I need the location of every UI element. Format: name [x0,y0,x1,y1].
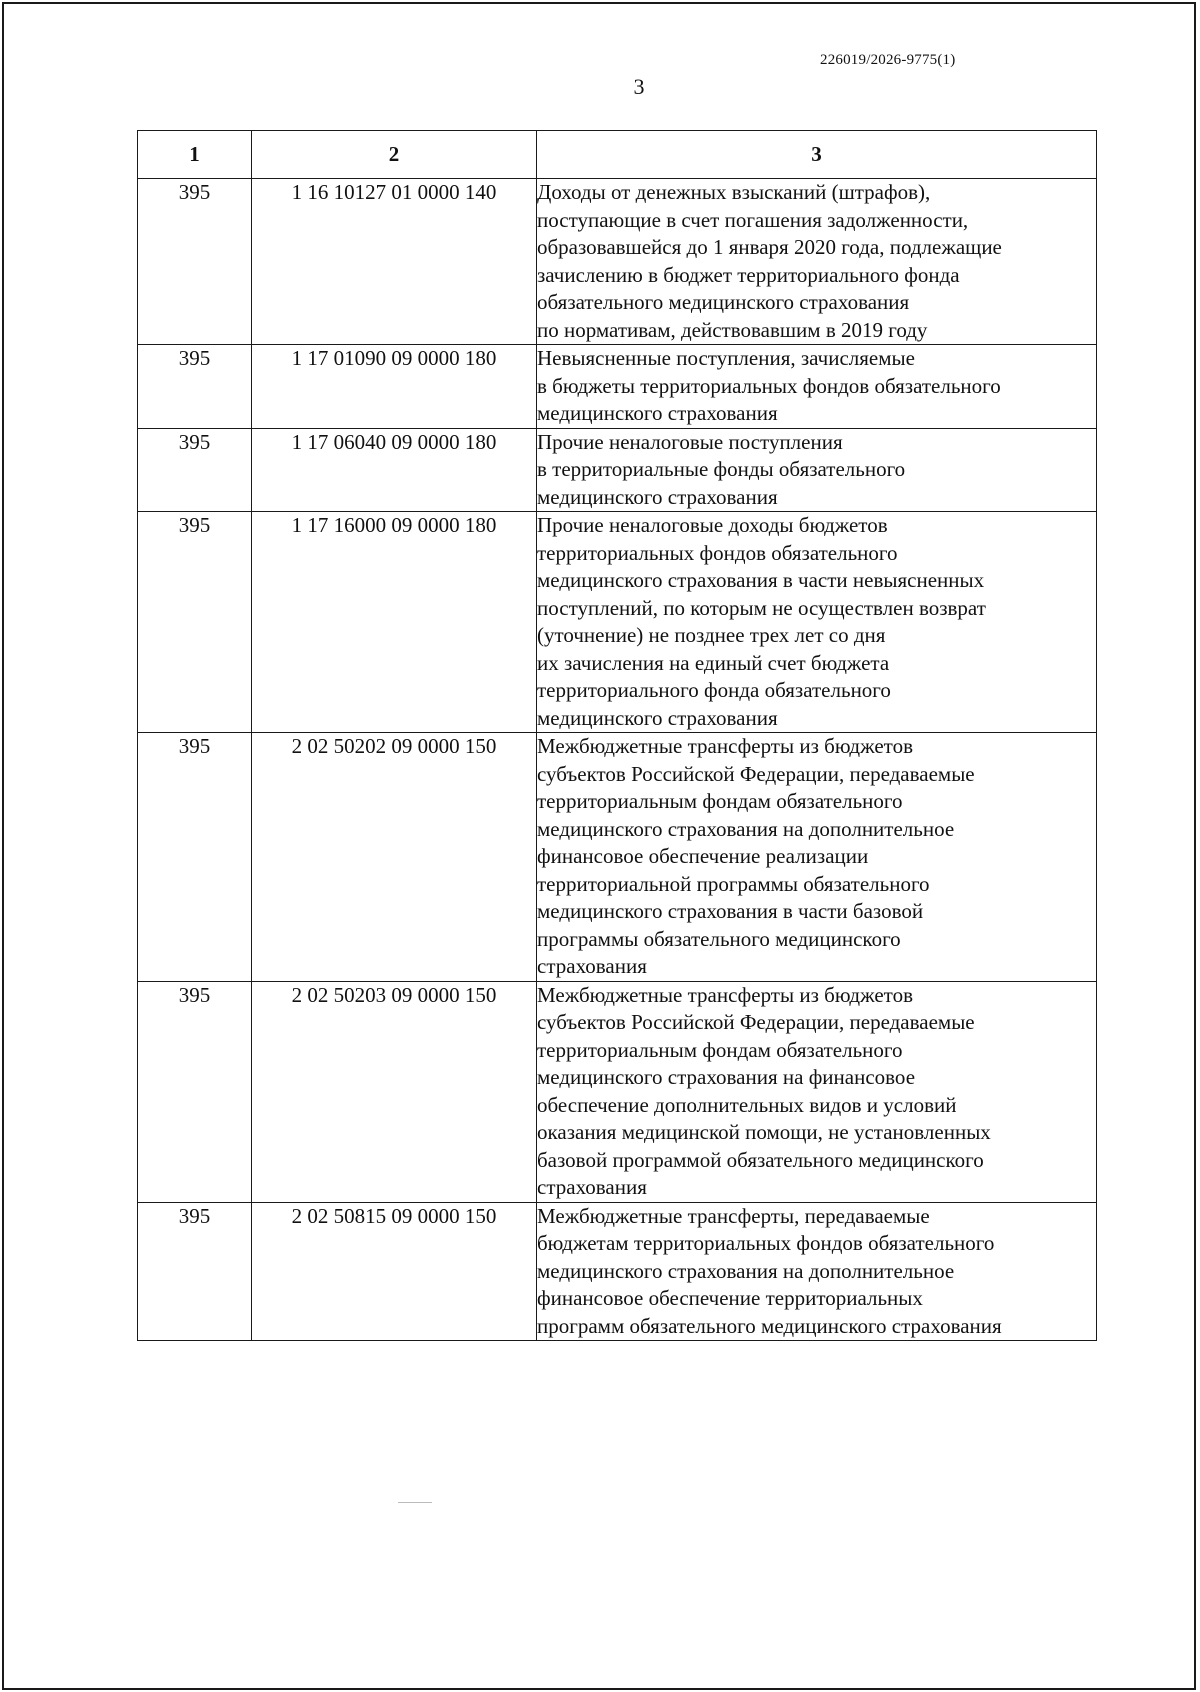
page-number: 3 [633,74,645,99]
admin-code-cell: 395 [138,512,252,733]
revenue-name-cell: Прочие неналоговые поступления в территориальные фонды обязательного медицинского страхования [537,428,1097,512]
table-row [138,1202,1097,1341]
revenue-name-cell: Межбюджетные трансферты, передаваемые бюджетам территориальных фондов обязательного медицинского страхования на дополнительное финансовое обеспечение территориальных программ обязательного медицинского страхования [537,1202,1097,1341]
revenue-name-cell: Прочие неналоговые доходы бюджетов территориальных фондов обязательного медицинского страхования в части невыясненных поступлений, по которым не осуществлен возврат (уточнение) не позднее трех лет со дня их зачисления на единый счет бюджета территориального фонда обязательного медицинского страхования [537,512,1097,733]
table-row [138,345,1097,429]
table-header-row [138,131,1097,179]
scan-mark [398,1502,432,1503]
table-row [138,512,1097,733]
admin-code-cell: 395 [138,1202,252,1341]
revenue-code-cell: 2 02 50202 09 0000 150 [252,733,537,982]
revenue-name-cell: Доходы от денежных взысканий (штрафов), поступающие в счет погашения задолженности, образовавшейся до 1 января 2020 года, подлежащие зачислению в бюджет территориального фонда обязательного медицинского страхования по нормативам, действовавшим в 2019 году [537,179,1097,345]
revenue-name-cell: Межбюджетные трансферты из бюджетов субъектов Российской Федерации, передаваемые территориальным фондам обязательного медицинского страхования на финансовое обеспечение дополнительных видов и условий оказания медицинской помощи, не установленных базовой программой обязательного медицинского страхования [537,981,1097,1202]
revenue-name-cell: Невыясненные поступления, зачисляемые в бюджеты территориальных фондов обязательного медицинского страхования [537,345,1097,429]
column-header-2: 2 [252,131,537,179]
revenue-code-cell: 1 16 10127 01 0000 140 [252,179,537,345]
column-header-3: 3 [537,131,1097,179]
admin-code-cell: 395 [138,345,252,429]
admin-code-cell: 395 [138,428,252,512]
admin-code-cell: 395 [138,981,252,1202]
document-registration-number: 226019/2026-9775(1) [820,52,956,68]
revenue-code-cell: 1 17 06040 09 0000 180 [252,428,537,512]
table-row [138,733,1097,982]
revenue-code-cell: 1 17 16000 09 0000 180 [252,512,537,733]
revenue-code-cell: 2 02 50203 09 0000 150 [252,981,537,1202]
admin-code-cell: 395 [138,733,252,982]
revenue-code-cell: 1 17 01090 09 0000 180 [252,345,537,429]
revenue-code-cell: 2 02 50815 09 0000 150 [252,1202,537,1341]
budget-revenue-table [137,130,1097,1341]
table-row [138,179,1097,345]
table-row [138,981,1097,1202]
column-header-1: 1 [138,131,252,179]
admin-code-cell: 395 [138,179,252,345]
table-row [138,428,1097,512]
revenue-name-cell: Межбюджетные трансферты из бюджетов субъектов Российской Федерации, передаваемые территориальным фондам обязательного медицинского страхования на дополнительное финансовое обеспечение реализации территориальной программы обязательного медицинского страхования в части базовой программы обязательного медицинского страхования [537,733,1097,982]
